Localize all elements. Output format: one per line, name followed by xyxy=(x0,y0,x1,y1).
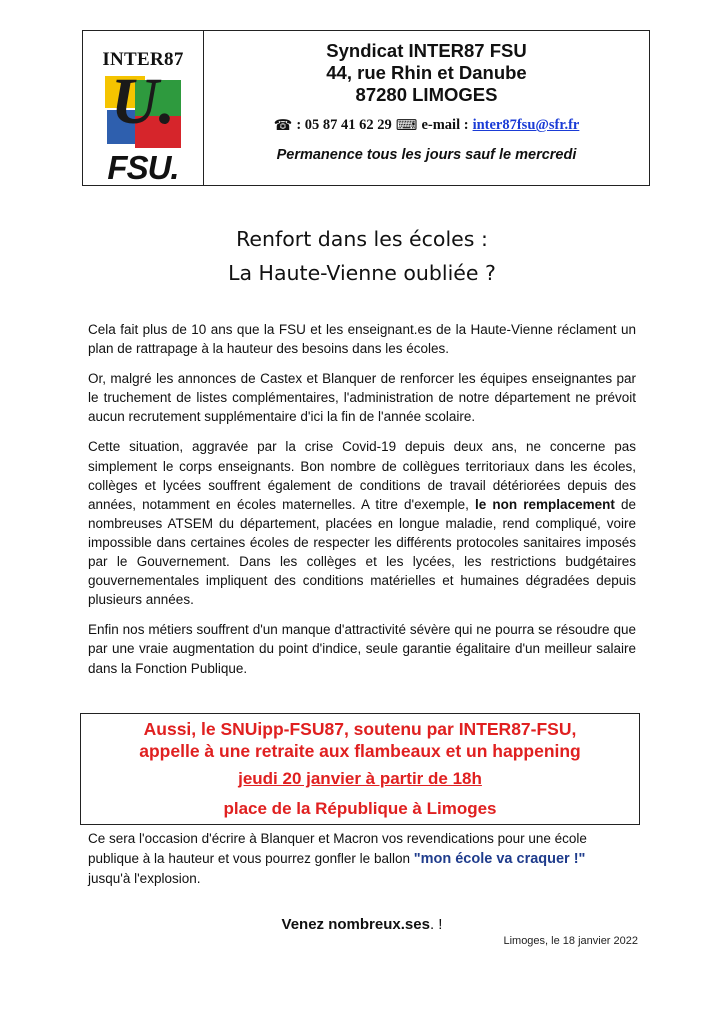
document-date: Limoges, le 18 janvier 2022 xyxy=(503,935,638,947)
event-place: place de la République à Limoges xyxy=(223,799,497,818)
paragraph-4: Enfin nos métiers souffrent d'un manque d'attractivité sévère qui ne pourra se résoudre que par une vraie augmentation du point d'indice, seule garantie égalitaire d'un meilleur salaire dans la Fonction Publique. xyxy=(88,622,636,676)
letterhead xyxy=(82,30,650,186)
closing-start: Ce sera l'occasion d'écrire à Blanquer et Macron vos revendications pour une école publique à la hauteur et vous pourrez gonfler le ballon xyxy=(88,831,587,866)
paragraph-3-end: de nombreuses ATSEM du département, placées en longue maladie, rend compliqué, voire impossible dans certaines écoles de respecter les différents protocoles sanitaires imposés par le Gouvernement. Dans les collèges et les lycées, les restrictions budgétaires gouvernementales impliquent des conditions matérielles et humaines dégradées depuis plusieurs années. xyxy=(88,496,636,608)
telephone-icon: ☎ xyxy=(273,118,293,134)
keyboard-icon: ⌨ xyxy=(395,118,418,134)
title-line-1: Renfort dans les écoles : xyxy=(236,227,488,251)
org-name: Syndicat INTER87 FSU xyxy=(326,40,527,61)
paragraph-3 xyxy=(88,437,636,609)
venez-bold: Venez nombreux.ses xyxy=(281,916,430,933)
call-line-1: Aussi, le SNUipp-FSU87, soutenu par INTER87-FSU, xyxy=(143,719,577,739)
paragraph-2: Or, malgré les annonces de Castex et Blanquer de renforcer les équipes enseignantes par le truchement de listes complémentaires, l'administration de notre département ne prévoit aucun recrutement supplémentaire d'ici la fin de l'année scolaire. xyxy=(88,371,636,425)
email-label: e-mail : xyxy=(421,117,469,133)
phone-number: : 05 87 41 62 29 xyxy=(296,117,392,133)
title-line-2: La Haute-Vienne oubliée ? xyxy=(228,261,496,285)
call-to-action-box xyxy=(80,713,640,825)
venez-rest: . ! xyxy=(429,916,443,933)
contact-line xyxy=(204,116,649,135)
call-line-2: appelle à une retraite aux flambeaux et un happening xyxy=(139,741,581,761)
logo-bottom-text: FSU. xyxy=(107,149,179,186)
paragraph-3-bold: le non remplacement xyxy=(475,496,615,512)
logo-top-text: INTER87 xyxy=(102,49,184,70)
address-street: 44, rue Rhin et Danube xyxy=(326,62,527,83)
venez-line xyxy=(0,916,724,933)
letterhead-info xyxy=(204,31,649,185)
email-link[interactable]: inter87fsu@sfr.fr xyxy=(472,117,580,133)
union-logo xyxy=(83,31,204,185)
closing-paragraph xyxy=(88,829,638,889)
paragraph-1: Cela fait plus de 10 ans que la FSU et les enseignant.es de la Haute-Vienne réclament un plan de rattrapage à la hauteur des besoins dans les écoles. xyxy=(88,322,636,357)
logo-letter: U. xyxy=(110,65,176,138)
document-title xyxy=(0,222,724,290)
balloon-slogan: "mon école va craquer !" xyxy=(413,850,586,867)
body-text xyxy=(88,320,636,689)
event-date: jeudi 20 janvier à partir de 18h xyxy=(238,769,482,788)
permanence-note: Permanence tous les jours sauf le mercredi xyxy=(276,147,577,163)
address-city: 87280 LIMOGES xyxy=(355,84,498,105)
closing-end: jusqu'à l'explosion. xyxy=(88,871,201,886)
paragraph-3-start: Cette situation, aggravée par la crise Covid-19 depuis deux ans, ne concerne pas simplement le corps enseignants. Bon nombre de collègues territoriaux dans les écoles, collèges et lycées souffrent également de conditions de travail détériorées depuis des années, notamment en écoles maternelles. A titre d'exemple, xyxy=(88,439,636,512)
